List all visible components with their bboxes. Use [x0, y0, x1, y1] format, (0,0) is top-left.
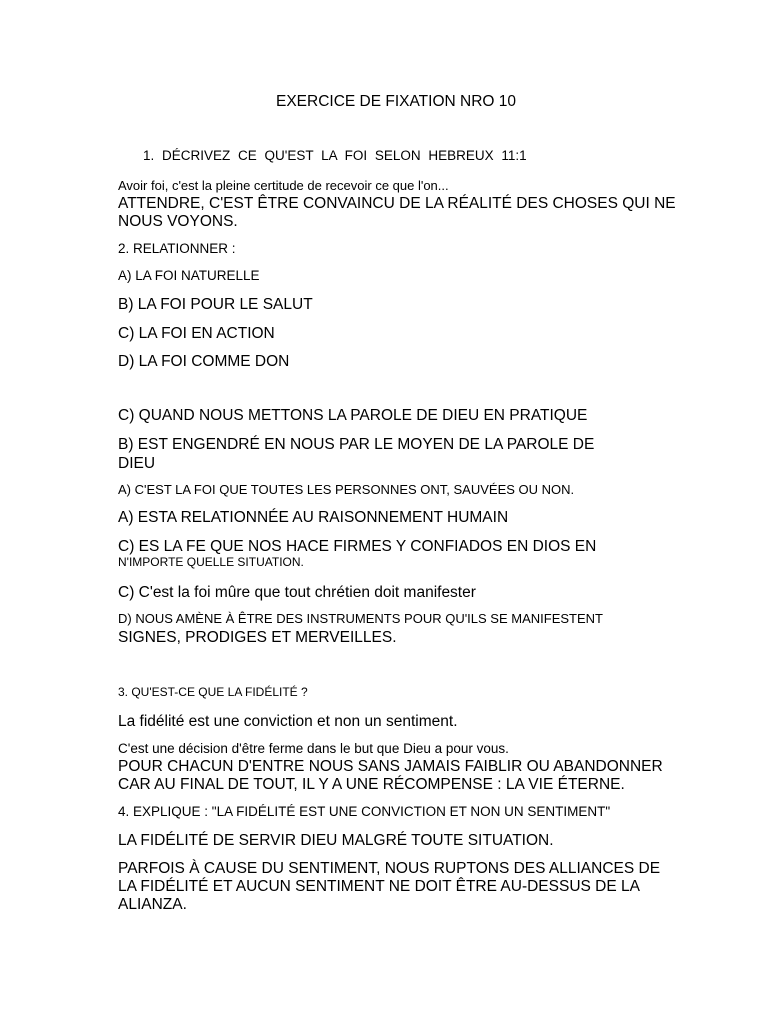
q2-item-a: A) LA FOI NATURELLE [118, 268, 260, 283]
q2-answer-2-line-1: B) EST ENGENDRÉ EN NOUS PAR LE MOYEN DE LA PAROLE DE [118, 436, 595, 453]
q2-answer-5-line-1: C) ES LA FE QUE NOS HACE FIRMES Y CONFIADOS EN DIOS EN [118, 538, 597, 555]
answer-4-line-1: LA FIDÉLITÉ DE SERVIR DIEU MALGRÉ TOUTE SITUATION. [118, 832, 554, 849]
q2-answer-7-line-1: D) NOUS AMÈNE À ÊTRE DES INSTRUMENTS POUR QU'ILS SE MANIFESTENT [118, 611, 603, 626]
answer-4-line-2: PARFOIS À CAUSE DU SENTIMENT, NOUS RUPTONS DES ALLIANCES DE [118, 860, 661, 877]
answer-3-line-1: La fidélité est une conviction et non un sentiment. [118, 713, 458, 730]
answer-4-line-4: ALIANZA. [118, 896, 187, 913]
question-3: 3. QU'EST-CE QUE LA FIDÉLITÉ ? [118, 685, 308, 699]
q2-answer-2-line-2: DIEU [118, 455, 156, 472]
question-1: 1. DÉCRIVEZ CE QU'EST LA FOI SELON HEBREUX 11:1 [143, 148, 527, 163]
answer-3-line-2: C'est une décision d'être ferme dans le but que Dieu a pour vous. [118, 741, 509, 756]
q2-answer-6: C) C'est la foi mûre que tout chrétien doit manifester [118, 584, 476, 601]
answer-3-line-4: CAR AU FINAL DE TOUT, IL Y A UNE RÉCOMPENSE : LA VIE ÉTERNE. [118, 776, 625, 793]
question-2: 2. RELATIONNER : [118, 241, 236, 256]
q2-answer-4: A) ESTA RELATIONNÉE AU RAISONNEMENT HUMAIN [118, 509, 509, 526]
q2-answer-5-line-2: N'IMPORTE QUELLE SITUATION. [118, 555, 304, 569]
q2-answer-1: C) QUAND NOUS METTONS LA PAROLE DE DIEU EN PRATIQUE [118, 407, 588, 424]
question-4: 4. EXPLIQUE : "LA FIDÉLITÉ EST UNE CONVICTION ET NON UN SENTIMENT" [118, 804, 611, 819]
q2-item-d: D) LA FOI COMME DON [118, 353, 290, 370]
answer-1-line-1: Avoir foi, c'est la pleine certitude de recevoir ce que l'on... [118, 178, 449, 193]
q2-item-c: C) LA FOI EN ACTION [118, 325, 275, 342]
q2-answer-7-line-2: SIGNES, PRODIGES ET MERVEILLES. [118, 629, 397, 646]
answer-4-line-3: LA FIDÉLITÉ ET AUCUN SENTIMENT NE DOIT ÊTRE AU-DESSUS DE LA [118, 878, 640, 895]
q2-answer-3: A) C'EST LA FOI QUE TOUTES LES PERSONNES ONT, SAUVÉES OU NON. [118, 482, 575, 497]
answer-1-line-2: ATTENDRE, C'EST ÊTRE CONVAINCU DE LA RÉALITÉ DES CHOSES QUI NE [118, 195, 676, 212]
answer-1-line-3: NOUS VOYONS. [118, 213, 238, 230]
page-title: EXERCICE DE FIXATION NRO 10 [275, 93, 516, 110]
q2-item-b: B) LA FOI POUR LE SALUT [118, 296, 313, 313]
answer-3-line-3: POUR CHACUN D'ENTRE NOUS SANS JAMAIS FAIBLIR OU ABANDONNER [118, 758, 663, 775]
